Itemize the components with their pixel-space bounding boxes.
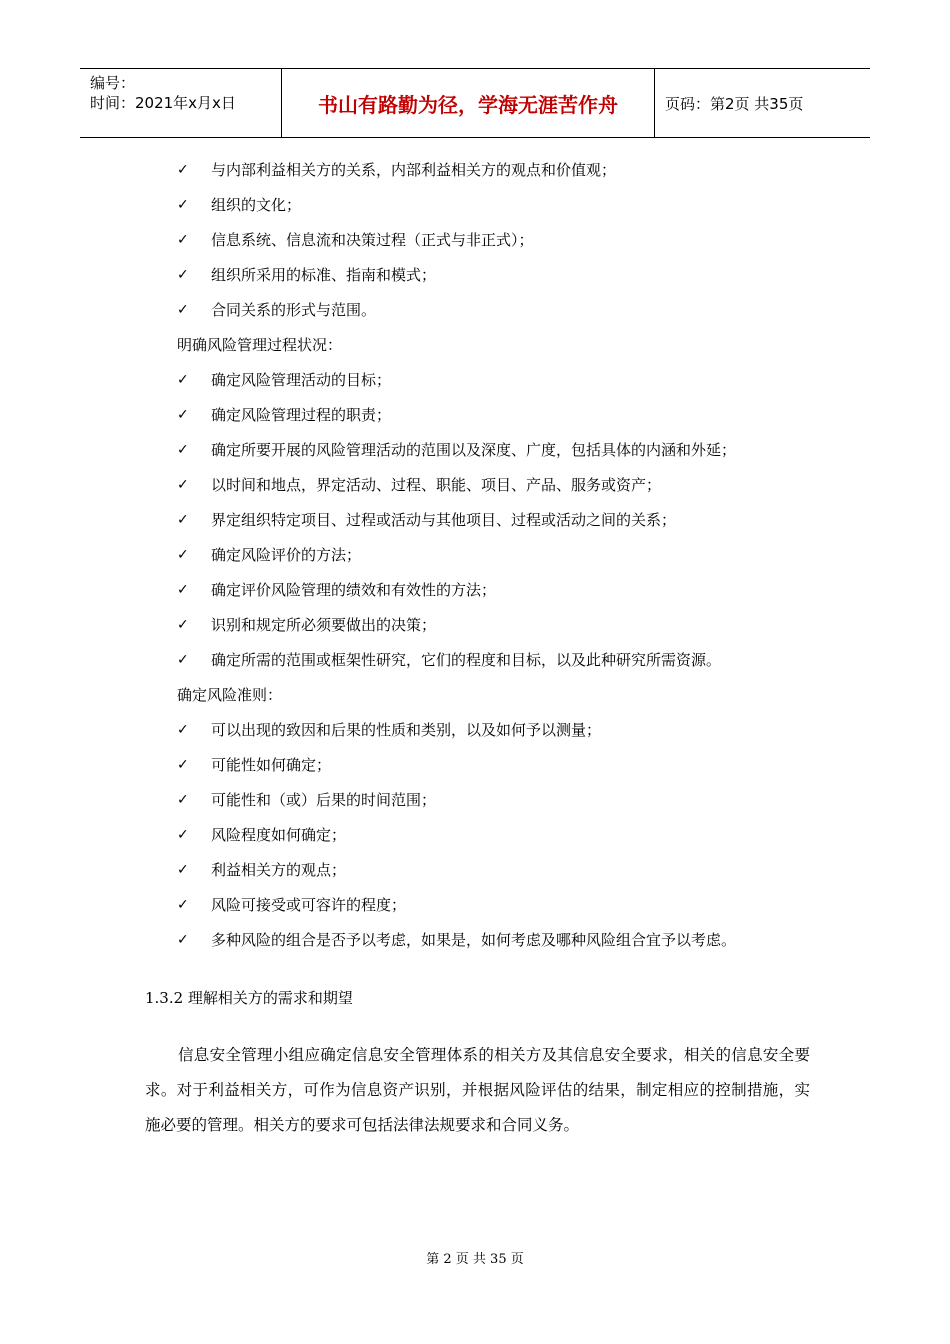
checkmark-icon: ✓: [177, 302, 189, 318]
checkmark-icon: ✓: [177, 792, 189, 808]
section-title: 1.3.2 理解相关方的需求和期望: [145, 989, 353, 1007]
header-motto: 书山有路勤为径，学海无涯苦作舟: [282, 69, 655, 137]
document-number-label: 编号：: [90, 74, 136, 92]
checkmark-icon: ✓: [177, 197, 189, 213]
checkmark-icon: ✓: [177, 512, 189, 528]
checkmark-icon: ✓: [177, 232, 189, 248]
checkmark-icon: ✓: [177, 267, 189, 283]
subheading-process-context: 明确风险管理过程状况：: [177, 336, 343, 354]
checkmark-icon: ✓: [177, 757, 189, 773]
page-footer: 第 2 页 共 35 页: [426, 1252, 524, 1267]
checkmark-icon: ✓: [177, 862, 189, 878]
checkmark-icon: ✓: [177, 477, 189, 493]
checkmark-icon: ✓: [177, 827, 189, 843]
page-header: [80, 68, 870, 138]
header-page-info: 页码：第2页 共35页: [665, 94, 804, 113]
checkmark-icon: ✓: [177, 617, 189, 633]
checkmark-icon: ✓: [177, 722, 189, 738]
checkmark-icon: ✓: [177, 407, 189, 423]
checkmark-icon: ✓: [177, 897, 189, 913]
checkmark-icon: ✓: [177, 932, 189, 948]
header-meta: [80, 69, 282, 137]
body-paragraph: 信息安全管理小组应确定信息安全管理体系的相关方及其信息安全要求，相关的信息安全要求。对于利益相关方，可作为信息资产识别，并根据风险评估的结果，制定相应的控制措施，实施必要的管理。相关方的要求可包括法律法规要求和合同义务。: [145, 1046, 810, 1134]
checkmark-icon: ✓: [177, 442, 189, 458]
checkmark-icon: ✓: [177, 162, 189, 178]
checkmark-icon: ✓: [177, 652, 189, 668]
checkmark-icon: ✓: [177, 547, 189, 563]
checkmark-icon: ✓: [177, 372, 189, 388]
document-time-label: 时间：2021年x月x日: [90, 94, 236, 112]
checkmark-icon: ✓: [177, 582, 189, 598]
subheading-risk-criteria: 确定风险准则：: [177, 686, 283, 704]
